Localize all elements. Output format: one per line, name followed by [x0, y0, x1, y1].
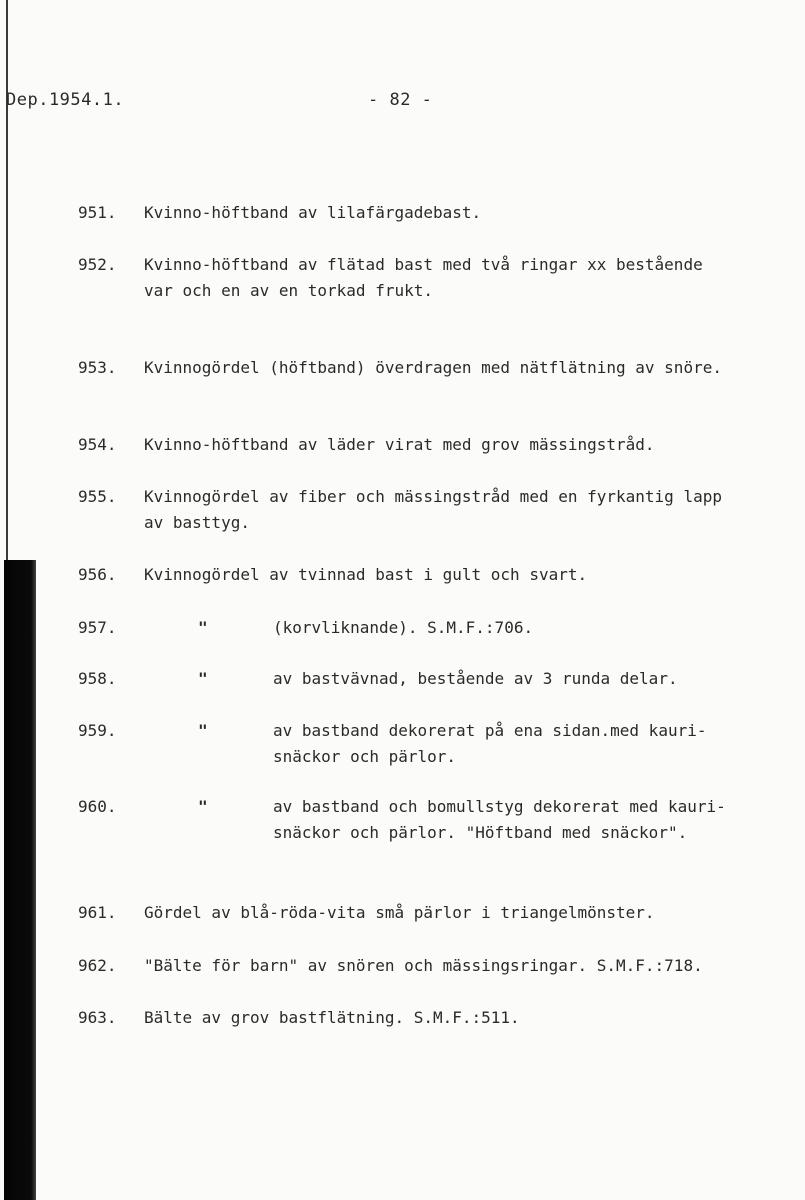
entry-description: Kvinnogördel av fiber och mässingstråd med en fyrkantig lapp av basttyg.	[144, 487, 722, 532]
entry-description: "Bälte för barn" av snören och mässingsringar. S.M.F.:718.	[144, 956, 703, 975]
document-reference: Dep.1954.1.	[6, 90, 125, 110]
entry-description: Kvinno-höftband av lilafärgadebast.	[144, 203, 482, 222]
entry-description: Kvinno-höftband av läder virat med grov mässingstråd.	[144, 435, 655, 454]
ditto-mark: "	[198, 618, 208, 637]
ditto-mark: "	[198, 721, 208, 740]
entry-number: 954.	[78, 435, 117, 454]
entry-description: av bastband dekorerat på ena sidan.med kauri- snäckor och pärlor.	[273, 721, 707, 766]
entry-description: (korvliknande). S.M.F.:706.	[273, 618, 534, 637]
entry-number: 955.	[78, 487, 117, 506]
page-number: - 82 -	[368, 90, 433, 110]
page-edge-line	[6, 0, 8, 560]
entry-number: 959.	[78, 721, 117, 740]
entry-number: 953.	[78, 358, 117, 377]
entry-number: 962.	[78, 956, 117, 975]
entry-number: 951.	[78, 203, 117, 222]
entry-number: 956.	[78, 565, 117, 584]
entry-description: Gördel av blå-röda-vita små pärlor i triangelmönster.	[144, 903, 655, 922]
entry-description: av bastvävnad, bestående av 3 runda delar.	[273, 669, 678, 688]
entry-description: Kvinno-höftband av flätad bast med två ringar xx bestående var och en av en torkad frukt.	[144, 255, 703, 300]
entry-description: Kvinnogördel (höftband) överdragen med nätflätning av snöre.	[144, 358, 722, 377]
entry-number: 963.	[78, 1008, 117, 1027]
entry-number: 961.	[78, 903, 117, 922]
entry-description: Bälte av grov bastflätning. S.M.F.:511.	[144, 1008, 520, 1027]
entry-description: av bastband och bomullstyg dekorerat med kauri- snäckor och pärlor. "Höftband med snäckor".	[273, 797, 726, 842]
ditto-mark: "	[198, 797, 208, 816]
page-edge-shadow	[4, 560, 36, 1200]
entry-description: Kvinnogördel av tvinnad bast i gult och svart.	[144, 565, 588, 584]
ditto-mark: "	[198, 669, 208, 688]
entry-number: 958.	[78, 669, 117, 688]
entry-number: 957.	[78, 618, 117, 637]
entry-number: 960.	[78, 797, 117, 816]
entry-number: 952.	[78, 255, 117, 274]
